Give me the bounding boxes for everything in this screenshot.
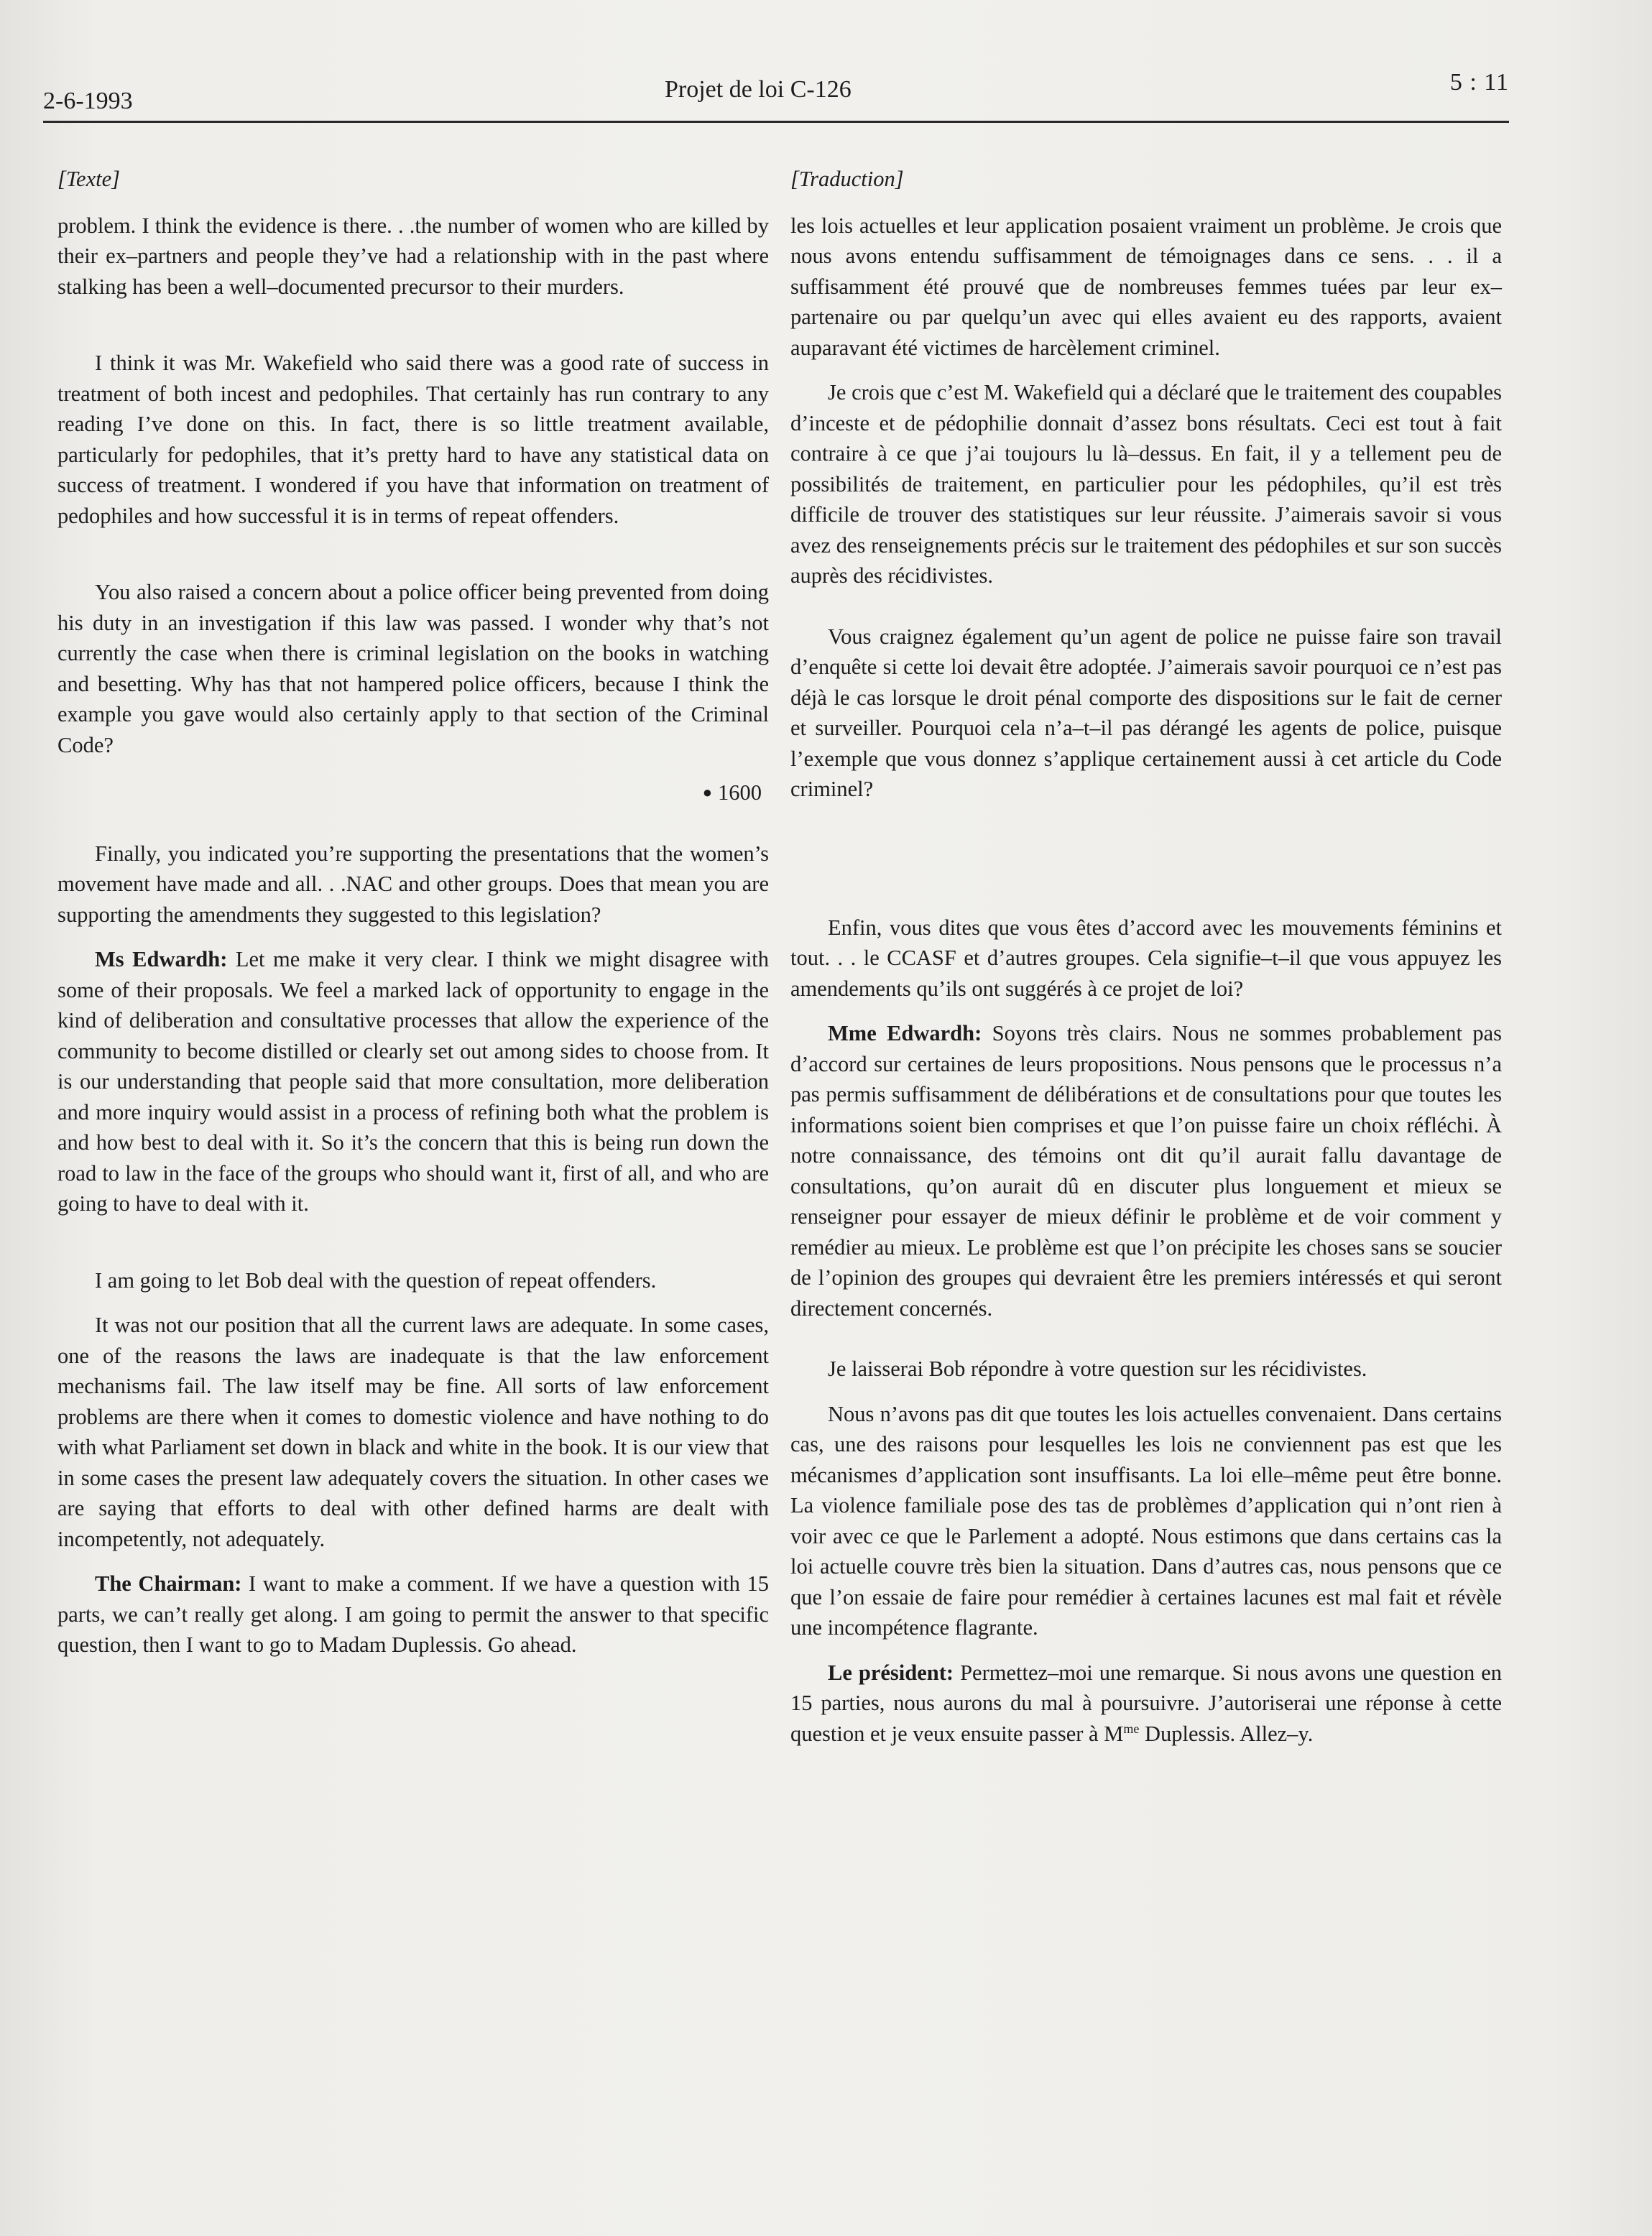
column-tag: [Texte]: [57, 167, 120, 191]
speaker-paragraph: [790, 1658, 1502, 1750]
french-column: [790, 164, 1502, 1749]
paragraph: Finally, you indicated you’re supporting the presentations that the women’s movement have made and all. . .NAC and other groups. Does that mean you are supporting the amendments they suggested to this legislation?: [57, 841, 769, 927]
speaker-name: Le président:: [828, 1660, 954, 1685]
time-marker: [57, 777, 769, 808]
speaker-text: I want to make a comment. If we have a question with 15 parts, we can’t really get along. I am going to permit the answer to that specific question, then I want to go to Madam Duplessis. Go ahead.: [57, 1571, 769, 1657]
column-tag: [Traduction]: [790, 167, 904, 191]
speaker-name: The Chairman:: [95, 1571, 242, 1596]
speaker-text: Let me make it very clear. I think we might disagree with some of their proposals. We feel a marked lack of opportunity to engage in the kind of deliberation and consultative processes that allow the experience of the community to become distilled or clearly set out among sides to choose from. It is our understanding that people said that more consultation, more deliberation and more inquiry would assist in a process of refining both what the problem is and how best to deal with it. So it’s the concern that this is being run down the road to law in the face of the groups who should want it, first of all, and who are going to have to deal with it.: [57, 947, 769, 1216]
header-rule: [43, 121, 1509, 123]
speaker-paragraph: [57, 944, 769, 1219]
paragraph: Nous n’avons pas dit que toutes les lois actuelles convenaient. Dans certains cas, une des raisons pour lesquelles les lois ne conviennent pas est que les mécanismes d’application sont insuffisants. La loi elle–même peut être bonne. La violence familiale pose des tas de problèmes d’application qui n’ont rien à voir avec ce que le Parlement a adopté. Nous estimons que dans certains cas la loi actuelle couvre très bien la situation. Dans d’autres cas, nous pensons que ce que l’on essaie de faire pour remédier à certaines lacunes est mal fait et révèle une incompétence flagrante.: [790, 1401, 1502, 1640]
english-column: [57, 164, 769, 1660]
paragraph: problem. I think the evidence is there. . .the number of women who are killed by their ex–partners and people they’ve had a relationship with in the past where stalking has been a well–documented precursor to their murders.: [57, 213, 769, 299]
paragraph: les lois actuelles et leur application posaient vraiment un problème. Je crois que nous avons entendu suffisamment de témoignages dans ce sens. . . il a suffisamment été prouvé que de nombreuses femmes tuées par leur ex–partenaire ou par quelqu’un avec qui elles avaient eu des rapports, avaient auparavant été victimes de harcèlement criminel.: [790, 213, 1502, 360]
paragraph: Vous craignez également qu’un agent de police ne puisse faire son travail d’enquête si cette loi devait être adoptée. J’aimerais savoir pourquoi ce n’est pas déjà le cas lorsque le droit pénal comporte des dispositions sur le fait de cerner et surveiller. Pourquoi cela n’a–t–il pas dérangé les agents de police, puisque l’exemple que vous donnez s’applique certainement aussi à cet article du Code criminel?: [790, 624, 1502, 801]
speaker-text-end: Duplessis. Allez–y.: [1139, 1721, 1314, 1746]
paragraph: You also raised a concern about a police officer being prevented from doing his duty in an investigation if this law was passed. I wonder why that’s not currently the case when there is criminal legislation on the books in watching and besetting. Why has that not hampered police officers, because I think the example you gave would also certainly apply to that section of the Criminal Code?: [57, 580, 769, 757]
speaker-text: Soyons très clairs. Nous ne sommes probablement pas d’accord sur certaines de leurs propositions. Nous pensons que le processus n’a pas permis suffisamment de délibérations et de consultations pour que toutes les informations soient bien comprises et que l’on puisse faire un choix réfléchi. À notre connaissance, des témoins ont dit qu’il aurait fallu davantage de consultations, qu’on aurait dû en discuter plus longuement et mieux se renseigner pour essayer de mieux définir le problème et de voir comment y remédier au mieux. Le problème est que l’on précipite les choses sans se soucier de l’opinion des groupes qui devraient être les premiers intéressés et qui seront directement concernés.: [790, 1021, 1503, 1321]
header-page-number: 5 : 11: [1449, 69, 1509, 96]
speaker-name: Mme Edwardh:: [828, 1021, 982, 1045]
paragraph: Je laisserai Bob répondre à votre question sur les récidivistes.: [828, 1357, 1367, 1381]
superscript: me: [1123, 1721, 1140, 1736]
paragraph: It was not our position that all the current laws are adequate. In some cases, one of the reasons the laws are inadequate is that the law enforcement mechanisms fail. The law itself may be fine. All sorts of law enforcement problems are there when it comes to domestic violence and have nothing to do with what Parliament set down in black and white in the book. It is our view that in some cases the present law adequately covers the situation. In other cases we are saying that efforts to deal with other defined harms are dealt with incompetently, not adequately.: [57, 1313, 769, 1551]
paragraph: Je crois que c’est M. Wakefield qui a déclaré que le traitement des coupables d’inceste et de pédophilie donnait d’assez bons résultats. Ceci est tout à fait contraire à ce que j’ai toujours lu là–dessus. En fait, il y a tellement peu de possibilités de traitement, en particulier pour les pédophiles, qu’il est très difficile de trouver des statistiques sur leur réussite. J’aimerais savoir si vous avez des renseignements précis sur le traitement des pédophiles et sur son succès auprès des récidivistes.: [790, 380, 1502, 588]
time-marker-text: 1600: [718, 780, 762, 805]
speaker-name: Ms Edwardh:: [95, 947, 228, 971]
paragraph: I think it was Mr. Wakefield who said there was a good rate of success in treatment of both incest and pedophiles. That certainly has run contrary to any reading I’ve done on this. In fact, there is so little treatment available, particularly for pedophiles, that it’s pretty hard to have any statistical data on success of treatment. I wondered if you have that information on treatment of pedophiles and how successful it is in terms of repeat offenders.: [57, 351, 769, 528]
paragraph: I am going to let Bob deal with the question of repeat offenders.: [95, 1267, 657, 1293]
paragraph: Enfin, vous dites que vous êtes d’accord avec les mouvements féminins et tout. . . le CCASF et d’autres groupes. Cela signifie–t–il que vous appuyez les amendements qu’ils ont suggérés à ce projet de loi?: [790, 915, 1502, 1001]
speaker-text: Permettez–moi une remarque. Si nous avons une question en 15 parties, nous aurons du mal à poursuivre. J’autoriserai une réponse à cette question et je veux ensuite passer à M: [790, 1660, 1503, 1746]
page-header: [43, 66, 1509, 124]
bullet-icon: ●: [702, 783, 712, 801]
speaker-paragraph: [57, 1569, 769, 1660]
speaker-paragraph: [790, 1018, 1502, 1323]
header-title: Projet de loi C-126: [665, 76, 852, 103]
header-date: 2-6-1993: [43, 88, 133, 114]
